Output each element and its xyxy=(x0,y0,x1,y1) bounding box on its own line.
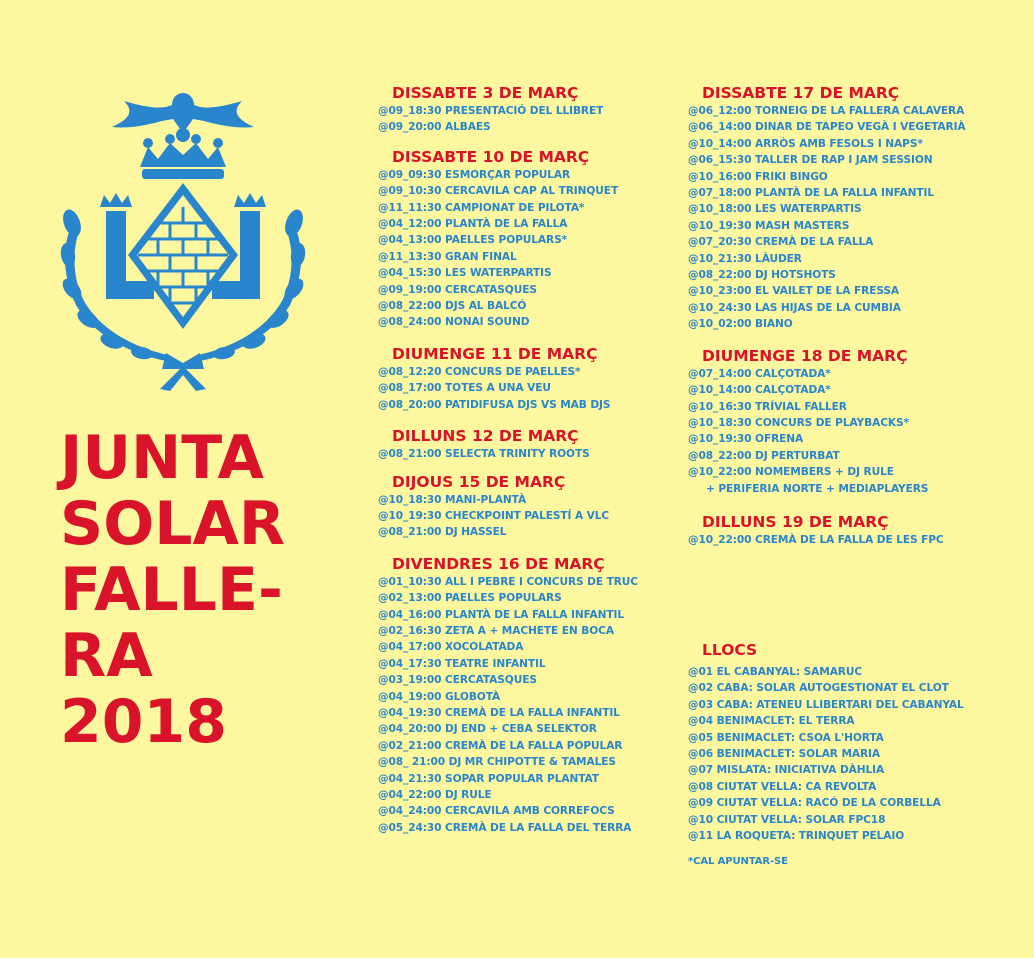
location-item: @06 BENIMACLET: SOLAR MARIA xyxy=(688,748,880,761)
locations-list xyxy=(688,664,1008,844)
event-item: @08_ 21:00 DJ MR CHIPOTTE & TAMALES xyxy=(378,756,616,769)
event-item: @08_21:00 DJ HASSEL xyxy=(378,526,507,539)
event-item: @06_14:00 DINAR DE TAPEO VEGÀ I VEGETARIÀ xyxy=(688,121,966,134)
day-section xyxy=(378,555,678,837)
event-item: @10_18:00 LES WATERPARTIS xyxy=(688,203,862,216)
location-item: @01 EL CABANYAL: SAMARUC xyxy=(688,666,863,678)
event-list xyxy=(378,364,678,413)
schedule-column-1 xyxy=(378,84,678,836)
event-item: @08_22:00 DJ PERTURBAT xyxy=(688,449,840,462)
day-heading: DIUMENGE 18 DE MARÇ xyxy=(702,346,908,365)
location-item: @05 BENIMACLET: CSOA L'HORTA xyxy=(688,731,884,744)
day-heading: DILLUNS 12 DE MARÇ xyxy=(392,427,579,446)
event-item: @04_17:30 TEATRE INFANTIL xyxy=(378,657,546,670)
location-item: @07 MISLATA: INICIATIVA DÀHLIA xyxy=(688,764,885,777)
title-line: 2018 xyxy=(60,687,227,757)
locations-heading: LLOCS xyxy=(702,641,758,659)
event-item: @07_14:00 CALÇOTADA* xyxy=(688,367,831,380)
schedule-column-2 xyxy=(688,84,1008,548)
event-item: @10_19:30 CHECKPOINT PALESTÍ A VLC xyxy=(378,509,610,522)
event-item: @04_17:00 XOCOLATADA xyxy=(378,641,524,654)
event-item: @10_14:00 CALÇOTADA* xyxy=(688,384,831,397)
event-list xyxy=(688,532,1008,548)
event-item: @09_19:00 CERCATASQUES xyxy=(378,283,537,296)
event-item-continuation: + PERIFERIA NORTE + MEDIAPLAYERS xyxy=(706,482,929,495)
event-item: @04_22:00 DJ RULE xyxy=(378,789,492,801)
event-item: @05_24:30 CREMÀ DE LA FALLA DEL TERRA xyxy=(378,821,632,834)
day-heading: DIVENDRES 16 DE MARÇ xyxy=(392,554,605,573)
event-item: @02_13:00 PAELLES POPULARS xyxy=(378,592,562,605)
event-list xyxy=(378,446,678,462)
event-item: @09_10:30 CERCAVILA CAP AL TRINQUET xyxy=(378,185,619,198)
event-item: @10_18:30 MANI-PLANTÀ xyxy=(378,493,527,506)
poster-title xyxy=(60,425,285,755)
day-section xyxy=(688,84,1008,333)
event-item: @10_02:00 BIANO xyxy=(688,318,793,331)
event-item: @04_13:00 PAELLES POPULARS* xyxy=(378,234,568,247)
event-item: @04_21:30 SOPAR POPULAR PLANTAT xyxy=(378,772,599,785)
event-item: @10_22:00 CREMÀ DE LA FALLA DE LES FPC xyxy=(688,533,944,546)
event-item: @11_13:30 GRAN FINAL xyxy=(378,250,517,263)
day-heading: DISSABTE 3 DE MARÇ xyxy=(392,84,579,102)
location-item: @03 CABA: ATENEU LLIBERTARI DEL CABANYAL xyxy=(688,698,964,711)
location-item: @02 CABA: SOLAR AUTOGESTIONAT EL CLOT xyxy=(688,682,949,695)
event-item: @08_21:00 SELECTA TRINITY ROOTS xyxy=(378,448,590,461)
event-item: @08_17:00 TOTES A UNA VEU xyxy=(378,382,551,395)
event-item: @08_20:00 PATIDIFUSA DJS VS MAB DJS xyxy=(378,398,611,411)
event-item: @10_16:30 TRÍVIAL FALLER xyxy=(688,400,847,413)
title-line: JUNTA xyxy=(60,423,264,493)
day-heading: DISSABTE 10 DE MARÇ xyxy=(392,147,590,166)
event-item: @09_20:00 ALBAES xyxy=(378,121,491,134)
event-item: @10_21:30 LÀUDER xyxy=(688,252,802,265)
event-list xyxy=(378,574,678,837)
event-item: @06_15:30 TALLER DE RAP I JAM SESSION xyxy=(688,154,933,167)
event-item: @04_19:30 CREMÀ DE LA FALLA INFANTIL xyxy=(378,706,620,719)
footnote: *CAL APUNTAR-SE xyxy=(688,856,788,868)
day-heading: DIUMENGE 11 DE MARÇ xyxy=(392,344,598,363)
event-item: @08_22:00 DJ HOTSHOTS xyxy=(688,269,836,282)
title-line: FALLE- xyxy=(60,555,283,625)
location-item: @08 CIUTAT VELLA: CA REVOLTA xyxy=(688,780,877,793)
event-item: @10_14:00 ARRÒS AMB FESOLS I NAPS* xyxy=(688,137,923,150)
event-item: @06_12:00 TORNEIG DE LA FALLERA CALAVERA xyxy=(688,105,965,117)
event-item: @01_10:30 ALL I PEBRE I CONCURS DE TRUC xyxy=(378,575,638,588)
location-item: @11 LA ROQUETA: TRINQUET PELAIO xyxy=(688,830,905,843)
locations-section xyxy=(688,641,1008,871)
event-item: @09_18:30 PRESENTACIÓ DEL LLIBRET xyxy=(378,105,604,117)
event-item: @10_16:00 FRIKI BINGO xyxy=(688,170,828,183)
day-section xyxy=(378,473,678,541)
event-list xyxy=(378,103,678,136)
day-section xyxy=(688,347,1008,497)
event-item: @04_24:00 CERCAVILA AMB CORREFOCS xyxy=(378,805,615,818)
event-item: @08_22:00 DJS AL BALCÓ xyxy=(378,300,527,313)
location-item: @09 CIUTAT VELLA: RACÓ DE LA CORBELLA xyxy=(688,797,941,810)
event-item: @10_23:00 EL VAILET DE LA FRESSA xyxy=(688,285,900,298)
event-item: @08_24:00 NONAI SOUND xyxy=(378,316,530,329)
day-heading: DIJOUS 15 DE MARÇ xyxy=(392,472,566,491)
event-item: @04_15:30 LES WATERPARTIS xyxy=(378,267,552,280)
event-item: @04_12:00 PLANTÀ DE LA FALLA xyxy=(378,218,568,231)
day-section xyxy=(378,84,678,136)
event-item: @04_19:00 GLOBOTÀ xyxy=(378,690,501,703)
location-item: @10 CIUTAT VELLA: SOLAR FPC18 xyxy=(688,813,886,826)
event-item: @04_16:00 PLANTÀ DE LA FALLA INFANTIL xyxy=(378,608,624,621)
event-item: @10_18:30 CONCURS DE PLAYBACKS* xyxy=(688,416,909,429)
event-list xyxy=(688,103,1008,333)
event-item: @10_19:30 MASH MASTERS xyxy=(688,219,850,232)
valencia-coat-of-arms-icon xyxy=(58,85,308,395)
event-list xyxy=(378,492,678,541)
title-line: SOLAR xyxy=(60,489,286,559)
event-item: @10_19:30 OFRENA xyxy=(688,433,804,446)
title-line: RA xyxy=(60,621,153,691)
event-item: @07_20:30 CREMÀ DE LA FALLA xyxy=(688,236,874,249)
day-section xyxy=(378,345,678,413)
event-item: @04_20:00 DJ END + CEBA SELEKTOR xyxy=(378,723,597,736)
event-item: @03_19:00 CERCATASQUES xyxy=(378,674,537,687)
day-heading: DILLUNS 19 DE MARÇ xyxy=(702,512,889,531)
event-item: @10_24:30 LAS HIJAS DE LA CUMBIA xyxy=(688,301,901,314)
day-section xyxy=(688,513,1008,548)
event-list xyxy=(378,167,678,331)
day-section xyxy=(378,148,678,331)
event-item: @10_22:00 NOMEMBERS + DJ RULE xyxy=(688,466,894,479)
location-item: @04 BENIMACLET: EL TERRA xyxy=(688,715,855,728)
event-item: @08_12:20 CONCURS DE PAELLES* xyxy=(378,365,581,378)
event-item: @09_09:30 ESMORÇAR POPULAR xyxy=(378,168,571,181)
event-item: @02_16:30 ZETA A + MACHETE EN BOCA xyxy=(378,624,614,637)
event-list xyxy=(688,366,1008,497)
day-heading: DISSABTE 17 DE MARÇ xyxy=(702,84,900,102)
event-item: @07_18:00 PLANTÀ DE LA FALLA INFANTIL xyxy=(688,187,934,200)
day-section xyxy=(378,427,678,462)
event-item: @02_21:00 CREMÀ DE LA FALLA POPULAR xyxy=(378,739,623,752)
event-item: @11_11:30 CAMPIONAT DE PILOTA* xyxy=(378,201,585,214)
